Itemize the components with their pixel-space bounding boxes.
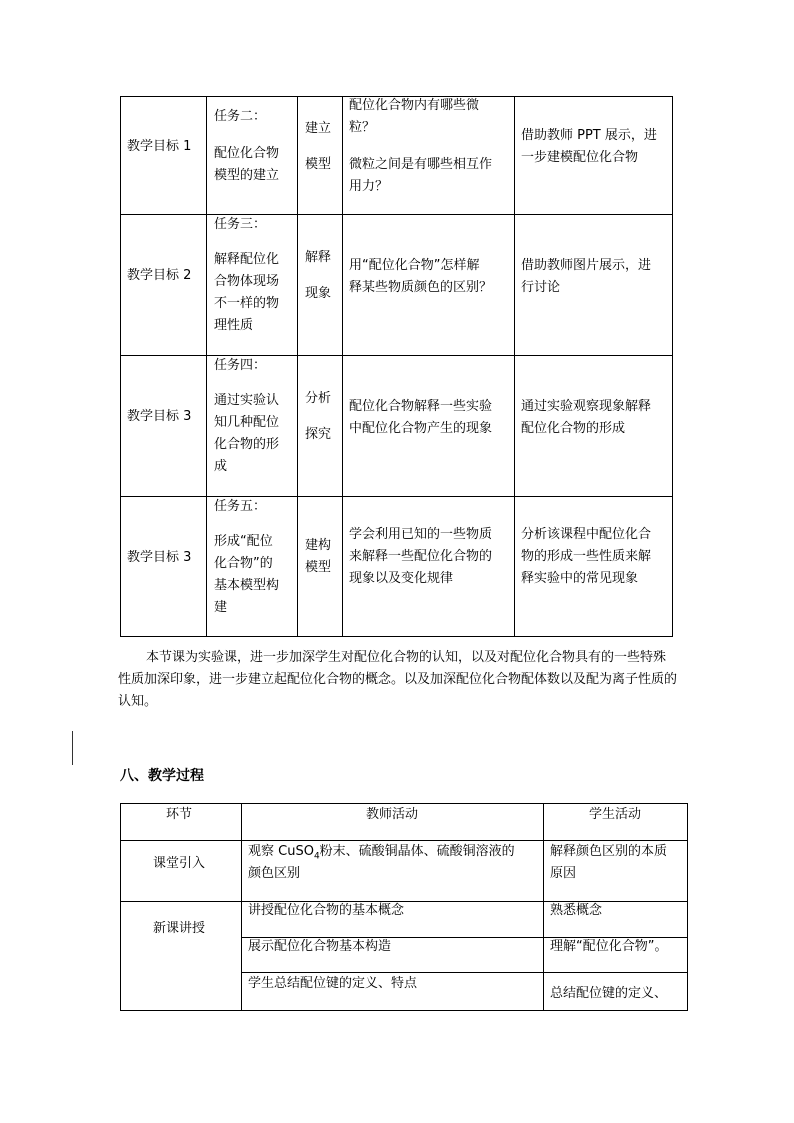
student-activity-cell: 理解“配位化合物”。 <box>550 939 668 954</box>
task-line: 理性质 <box>214 318 254 333</box>
question-line: 中配位化合物产生的现象 <box>349 421 493 436</box>
header-teacher-activity: 教师活动 <box>366 807 419 822</box>
teacher-activity-line: 颜色区别 <box>248 866 301 881</box>
method-line: 分析 <box>305 391 332 406</box>
formula-text: 观察 CuSO <box>248 844 314 859</box>
student-activity-cell: 熟悉概念 <box>550 903 603 918</box>
header-stage: 环节 <box>166 807 193 822</box>
method-line: 建构 <box>305 538 332 553</box>
task-line: 基本模型构 <box>214 578 280 593</box>
task-line: 合物体现场 <box>214 274 280 289</box>
teacher-activity-cell: 展示配位化合物基本构造 <box>248 939 392 954</box>
method-line: 模型 <box>305 157 332 172</box>
student-activity-line: 原因 <box>550 866 577 881</box>
student-activity-cell: 总结配位键的定义、 <box>550 986 668 1001</box>
activity-line: 行讨论 <box>521 280 561 295</box>
table2-col-divider <box>120 803 121 1011</box>
task-line: 通过实验认 <box>214 393 280 408</box>
formula-subscript: 4 <box>313 851 320 862</box>
question-line: 用“配位化合物”怎样解 <box>349 258 480 273</box>
method-line: 探究 <box>305 427 332 442</box>
table1-col-divider <box>342 96 343 637</box>
task-title: 任务二： <box>214 109 267 124</box>
task-line: 化合物”的 <box>214 556 273 571</box>
question-line: 现象以及变化规律 <box>349 571 454 586</box>
table1-col-divider <box>672 96 673 637</box>
table1-col-divider <box>206 96 207 637</box>
objective-cell: 教学目标 2 <box>127 268 192 283</box>
table1-row-divider <box>120 214 673 215</box>
task-line: 建 <box>214 600 228 615</box>
objective-cell: 教学目标 3 <box>127 409 192 424</box>
question-line: 微粒之间是有哪些相互作 <box>349 157 493 172</box>
task-line: 知几种配位 <box>214 415 280 430</box>
activity-line: 分析该课程中配位化合 <box>521 527 652 542</box>
text-cursor-mark <box>72 731 73 765</box>
table1-col-divider <box>514 96 515 637</box>
task-line: 配位化合物 <box>214 146 280 161</box>
table1-col-divider <box>120 96 121 637</box>
task-title: 任务三： <box>214 217 267 232</box>
activity-line: 物的形成一些性质来解 <box>521 549 652 564</box>
body-paragraph <box>118 647 678 713</box>
question-line: 配位化合物内有哪些微 <box>349 98 480 113</box>
table2-col-divider <box>687 803 688 1011</box>
activity-line: 释实验中的常见现象 <box>521 571 639 586</box>
activity-line: 通过实验观察现象解释 <box>521 399 652 414</box>
table1-border-bottom <box>120 636 673 637</box>
teacher-activity-text: 粉末、硫酸铜晶体、硫酸铜溶液的 <box>319 844 515 859</box>
question-line: 用力？ <box>349 179 389 194</box>
method-line: 模型 <box>305 560 332 575</box>
task-title: 任务五： <box>214 499 267 514</box>
table2-border-bottom <box>120 1010 688 1011</box>
task-line: 模型的建立 <box>214 168 280 183</box>
task-line: 成 <box>214 459 228 474</box>
stage-cell: 新课讲授 <box>153 921 206 936</box>
table1-col-divider <box>297 96 298 637</box>
section-heading: 八、教学过程 <box>120 768 204 784</box>
method-line: 解释 <box>305 250 332 265</box>
teacher-activity-cell: 讲授配位化合物的基本概念 <box>248 903 405 918</box>
task-line: 化合物的形 <box>214 437 280 452</box>
question-line: 学会利用已知的一些物质 <box>349 527 493 542</box>
body-paragraph-text: 本节课为实验课，进一步加深学生对配位化合物的认知，以及对配位化合物具有的一些特殊性质加深印象，进一步建立起配位化合物的概念。以及加深配位化合物配体数以及配为离子性质的认知。 <box>118 650 678 709</box>
objective-cell: 教学目标 3 <box>127 550 192 565</box>
method-line: 现象 <box>305 286 332 301</box>
table2-col-divider <box>543 803 544 1011</box>
header-student-activity: 学生活动 <box>589 807 642 822</box>
task-line: 解释配位化 <box>214 252 280 267</box>
student-activity-line: 解释颜色区别的本质 <box>550 844 668 859</box>
activity-line: 借助教师图片展示，进 <box>521 258 652 273</box>
teacher-activity-cell: 学生总结配位键的定义、特点 <box>248 976 418 991</box>
question-line: 释某些物质颜色的区别？ <box>349 280 493 295</box>
task-line: 形成“配位 <box>214 534 273 549</box>
table1-row-divider <box>120 355 673 356</box>
table1-row-divider <box>120 496 673 497</box>
task-line: 不一样的物 <box>214 296 280 311</box>
question-line: 粒？ <box>349 120 376 135</box>
task-title: 任务四： <box>214 358 267 373</box>
objective-cell: 教学目标 1 <box>127 139 192 154</box>
method-line: 建立 <box>305 121 332 136</box>
question-line: 来解释一些配位化合物的 <box>349 549 493 564</box>
question-line: 配位化合物解释一些实验 <box>349 399 493 414</box>
activity-line: 借助教师 PPT 展示，进 <box>521 128 657 143</box>
activity-line: 一步建模配位化合物 <box>521 150 639 165</box>
stage-cell: 课堂引入 <box>153 856 206 871</box>
table2-col-divider <box>241 803 242 1011</box>
activity-line: 配位化合物的形成 <box>521 421 626 436</box>
